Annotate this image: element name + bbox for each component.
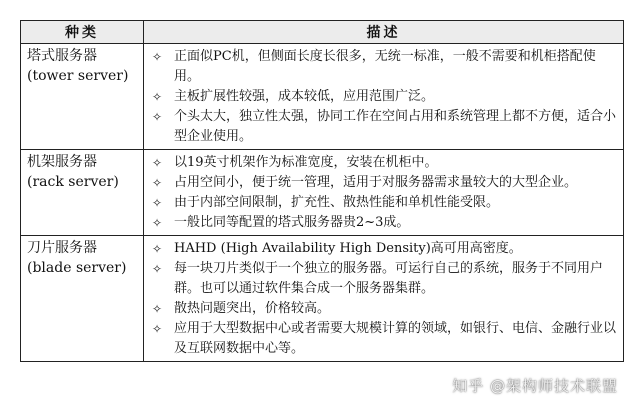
server-types-table (20, 20, 624, 362)
list-item: ✧ 应用于大型数据中心或者需要大规模计算的领域，如银行、电信、金融行业以及互联网数据中心等。 (152, 319, 617, 359)
diamond-bullet-icon: ✧ (152, 322, 163, 336)
watermark: 知乎 @架构师技术联盟 (452, 377, 618, 395)
list-item: ✧ 主板扩展性较强，成本较低，应用范围广泛。 (152, 87, 617, 107)
header-row (21, 21, 624, 44)
description-cell (144, 44, 624, 150)
diamond-bullet-icon: ✧ (152, 302, 163, 316)
type-english: (tower server) (27, 68, 129, 84)
header-description: 描述 (144, 21, 624, 44)
list-item: ✧ 以19英寸机架作为标准宽度，安装在机柜中。 (152, 153, 617, 173)
list-item: ✧ 占用空间小，便于统一管理，适用于对服务器需求量较大的大型企业。 (152, 173, 617, 193)
type-cell (21, 236, 144, 362)
diamond-bullet-icon: ✧ (152, 110, 163, 124)
type-name: 塔式服务器 (27, 48, 97, 64)
diamond-bullet-icon: ✧ (152, 90, 163, 104)
table-row (21, 236, 624, 362)
diamond-bullet-icon: ✧ (152, 156, 163, 170)
type-english: (blade server) (27, 260, 127, 276)
type-name: 刀片服务器 (27, 240, 97, 256)
type-cell (21, 44, 144, 150)
diamond-bullet-icon: ✧ (152, 216, 163, 230)
list-item: ✧ 一般比同等配置的塔式服务器贵2~3成。 (152, 213, 617, 233)
list-item: ✧ 正面似PC机，但侧面长度长很多，无统一标准，一般不需要和机柜搭配使用。 (152, 47, 617, 87)
list-item: ✧ 每一块刀片类似于一个独立的服务器。可运行自己的系统，服务于不同用户群。也可以通过软件集合成一个服务器集群。 (152, 259, 617, 299)
header-type: 种类 (21, 21, 144, 44)
diamond-bullet-icon: ✧ (152, 176, 163, 190)
description-cell (144, 236, 624, 362)
list-item: ✧ 散热问题突出，价格较高。 (152, 299, 617, 319)
description-cell (144, 150, 624, 236)
diamond-bullet-icon: ✧ (152, 196, 163, 210)
type-english: (rack server) (27, 174, 119, 190)
diamond-bullet-icon: ✧ (152, 50, 163, 64)
diamond-bullet-icon: ✧ (152, 262, 163, 276)
type-cell (21, 150, 144, 236)
diamond-bullet-icon: ✧ (152, 242, 163, 256)
list-item: ✧ 个头太大，独立性太强，协同工作在空间占用和系统管理上都不方便，适合小型企业使用。 (152, 107, 617, 147)
table-row (21, 150, 624, 236)
list-item: ✧ 由于内部空间限制，扩充性、散热性能和单机性能受限。 (152, 193, 617, 213)
table-row (21, 44, 624, 150)
list-item: ✧ HAHD (High Availability High Density)高可用高密度。 (152, 239, 617, 259)
type-name: 机架服务器 (27, 154, 97, 170)
